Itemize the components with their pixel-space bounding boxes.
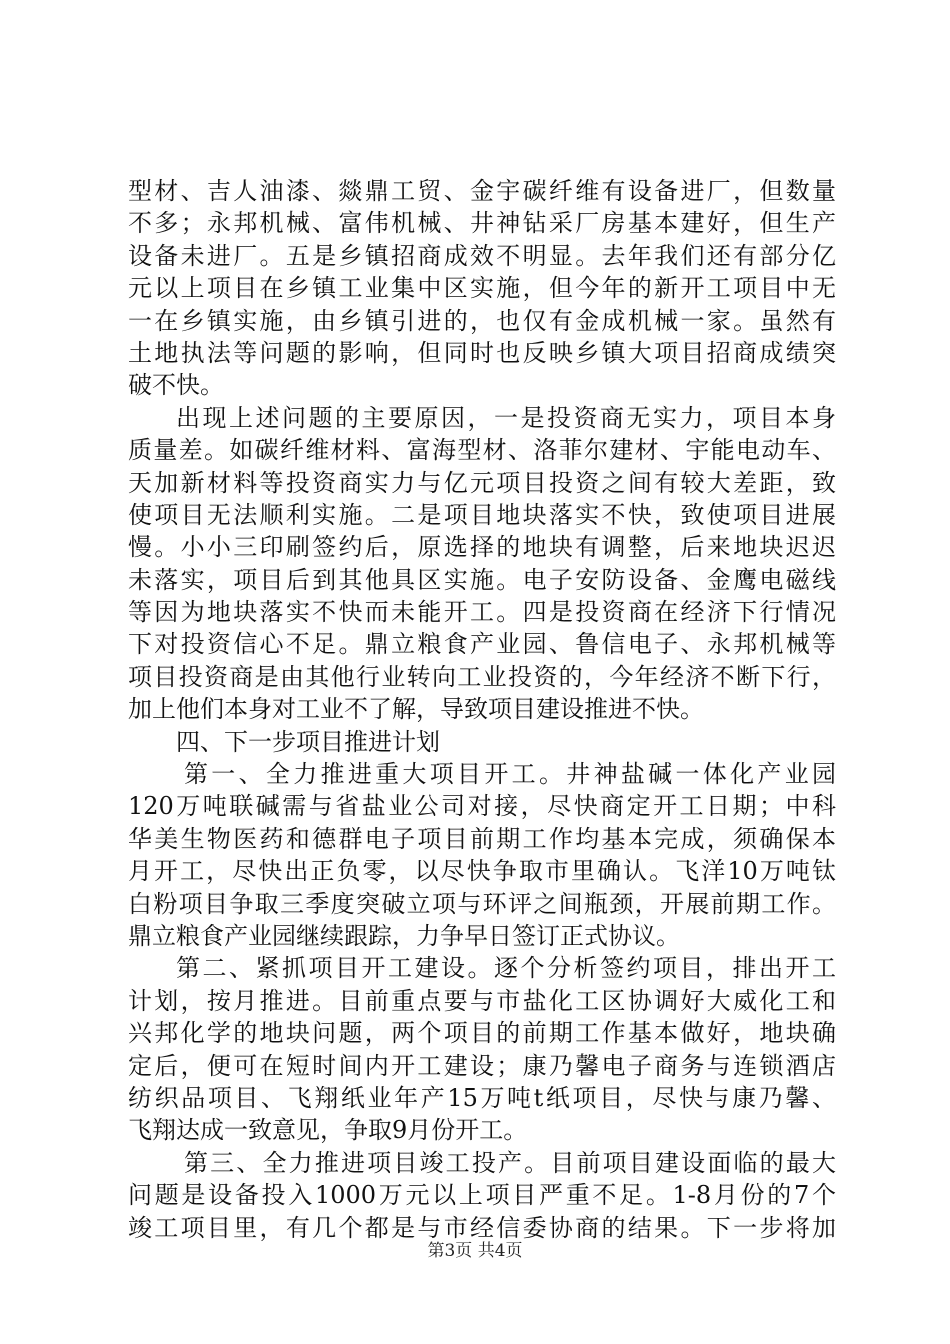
text-line: 计划，按月推进。目前重点要与市盐化工区协调好大威化工和 — [128, 986, 836, 1015]
text-line: 使项目无法顺利实施。二是项目地块落实不快，致使项目进展 — [128, 500, 836, 529]
text-line: 慢。小小三印刷签约后，原选择的地块有调整，后来地块迟迟 — [128, 533, 836, 562]
page-footer: 第3页 共4页 — [427, 1241, 523, 1261]
text-line: 质量差。如碳纤维材料、富海型材、洛菲尔建材、宇能电动车、 — [128, 436, 836, 465]
text-line: 出现上述问题的主要原因，一是投资商无实力，项目本身 — [176, 403, 836, 432]
text-line: 华美生物医药和德群电子项目前期工作均基本完成，须确保本 — [128, 824, 836, 853]
text-line: 一在乡镇实施，由乡镇引进的，也仅有金成机械一家。虽然有 — [128, 306, 836, 335]
text-line: 破不快。 — [128, 371, 224, 400]
text-line: 等因为地块落实不快而未能开工。四是投资商在经济下行情况 — [128, 598, 836, 627]
text-line: 120万吨联碱需与省盐业公司对接，尽快商定开工日期；中科 — [128, 792, 836, 821]
text-line: 第二、紧抓项目开工建设。逐个分析签约项目，排出开工 — [176, 954, 836, 983]
text-line: 项目投资商是由其他行业转向工业投资的，今年经济不断下行， — [128, 662, 836, 691]
text-line: 土地执法等问题的影响，但同时也反映乡镇大项目招商成绩突 — [128, 338, 836, 367]
text-line: 定后，便可在短时间内开工建设；康乃馨电子商务与连锁酒店 — [128, 1051, 836, 1080]
text-line: 下对投资信心不足。鼎立粮食产业园、鲁信电子、永邦机械等 — [128, 630, 836, 659]
text-line: 飞翔达成一致意见，争取9月份开工。 — [128, 1116, 528, 1145]
text-line: 未落实，项目后到其他具区实施。电子安防设备、金鹰电磁线 — [128, 565, 836, 594]
document-body — [128, 175, 836, 1244]
text-line: 兴邦化学的地块问题，两个项目的前期工作基本做好，地块确 — [128, 1019, 836, 1048]
text-line: 四、下一步项目推进计划 — [176, 727, 440, 756]
text-line: 元以上项目在乡镇工业集中区实施，但今年的新开工项目中无 — [128, 274, 836, 303]
text-line: 加上他们本身对工业不了解，导致项目建设推进不快。 — [128, 695, 704, 724]
text-line: 天加新材料等投资商实力与亿元项目投资之间有较大差距，致 — [128, 468, 836, 497]
text-line: 问题是设备投入1000万元以上项目严重不足。1-8月份的7个 — [128, 1181, 836, 1210]
text-line: 白粉项目争取三季度突破立项与环评之间瓶颈，开展前期工作。 — [128, 889, 836, 918]
text-line: 纺织品项目、飞翔纸业年产15万吨t纸项目，尽快与康乃馨、 — [128, 1083, 836, 1112]
text-line: 月开工，尽快出正负零，以尽快争取市里确认。飞洋10万吨钛 — [128, 857, 836, 886]
text-line: 第三、全力推进项目竣工投产。目前项目建设面临的最大 — [184, 1148, 836, 1177]
text-line: 不多；永邦机械、富伟机械、井神钻采厂房基本建好，但生产 — [128, 209, 836, 238]
text-line: 型材、吉人油漆、燚鼎工贸、金宇碳纤维有设备进厂，但数量 — [128, 177, 836, 205]
text-line: 鼎立粮食产业园继续跟踪，力争早日签订正式协议。 — [128, 921, 680, 950]
text-line: 第一、全力推进重大项目开工。井神盐碱一体化产业园 — [184, 760, 836, 789]
text-line: 竣工项目里，有几个都是与市经信委协商的结果。下一步将加 — [128, 1213, 836, 1242]
text-line: 设备未进厂。五是乡镇招商成效不明显。去年我们还有部分亿 — [128, 241, 836, 270]
